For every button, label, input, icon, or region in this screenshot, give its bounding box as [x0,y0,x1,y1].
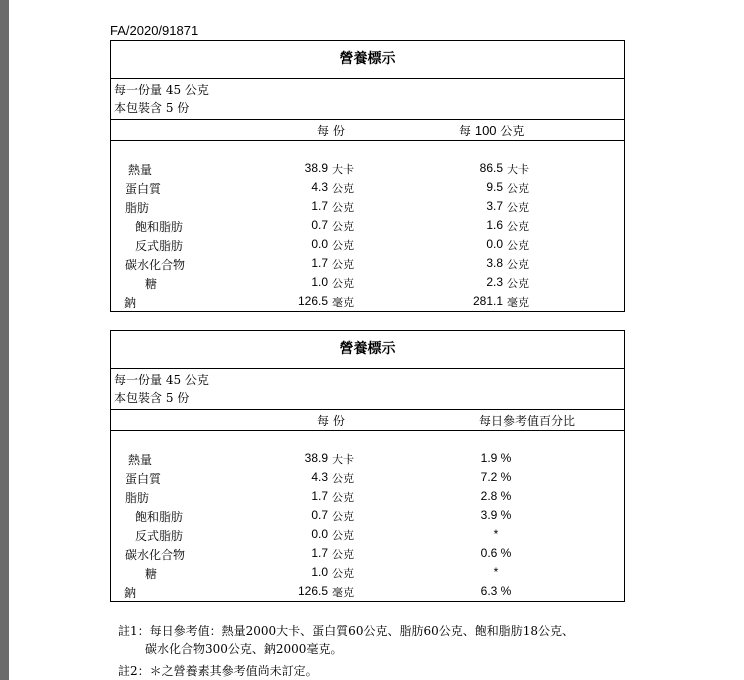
serving-size: 每一份量 45 公克 [114,373,209,387]
per-serving-unit: 公克 [332,182,354,195]
nutrient-row [111,546,624,565]
per-100g-value: 2.3 [486,275,503,289]
per-serving-unit: 毫克 [332,296,354,309]
per-serving-value: 0.0 [311,237,328,251]
per-serving-unit: 公克 [332,472,354,485]
nutrition-panel-daily-value [110,330,625,602]
nutrient-name: 碳水化合物 [125,258,186,272]
nutrient-name: 熱量 [128,453,153,467]
daily-value-header: 每日參考值百分比 [479,414,576,428]
servings-per-pack: 本包裝含 5 份 [114,101,190,115]
per-serving-unit: 公克 [332,567,354,580]
nutrient-name: 反式脂肪 [135,239,184,253]
per-serving-unit: 公克 [332,529,354,542]
per-100g-unit: 公克 [507,201,529,214]
serving-info [111,369,624,410]
nutrient-row [111,180,624,199]
daily-value-percent: 6.3 % [480,584,512,598]
per-100g-value: 281.1 [472,294,503,308]
footnotes [118,622,638,680]
nutrient-name: 碳水化合物 [125,548,186,562]
daily-value-percent: 1.9 % [480,451,512,465]
note-1-line-2: 碳水化合物300公克、鈉2000毫克。 [145,642,343,656]
nutrient-name: 飽和脂肪 [135,510,184,524]
panel-title: 營養標示 [111,41,624,79]
serving-size: 每一份量 45 公克 [114,83,209,97]
per-100g-prefix: 每 [459,124,472,138]
note-1-label: 註1： [118,624,150,638]
per-100g-value: 86.5 [479,161,503,175]
nutrition-panel-per-100g [110,40,625,312]
nutrient-row [111,451,624,470]
per-serving-value: 1.0 [311,565,328,579]
per-serving-value: 0.7 [311,508,328,522]
daily-value-percent: 7.2 % [480,470,512,484]
per-100g-unit: 公克 [507,220,529,233]
nutrient-name: 鈉 [124,296,137,310]
nutrient-row [111,584,624,603]
per-serving-value: 126.5 [297,294,328,308]
per-serving-value: 126.5 [297,584,328,598]
per-serving-unit: 公克 [332,277,354,290]
per-serving-value: 1.7 [311,256,328,270]
per-serving-value: 1.7 [311,546,328,560]
per-serving-unit: 公克 [332,239,354,252]
note-2-text: ＊之營養素其參考值尚未訂定。 [149,664,318,678]
nutrient-table [111,141,624,319]
nutrient-name: 鈉 [124,586,137,600]
daily-value-percent: * [493,527,499,541]
per-100g-value: 3.8 [486,256,503,270]
nutrient-row [111,218,624,237]
nutrient-name: 糖 [145,277,158,291]
per-serving-unit: 大卡 [332,453,354,466]
per-serving-value: 1.0 [311,275,328,289]
per-100g-unit: 公克 [507,182,529,195]
column-header-row [111,120,624,141]
per-serving-unit: 公克 [332,548,354,561]
daily-value-percent: * [493,565,499,579]
nutrient-name: 飽和脂肪 [135,220,184,234]
nutrient-name: 脂肪 [125,491,150,505]
nutrient-row [111,489,624,508]
per-100g-unit: 公克 [507,239,529,252]
note-2-label: 註2： [118,664,150,678]
nutrient-name: 蛋白質 [125,182,162,196]
per-serving-unit: 公克 [332,201,354,214]
per-serving-value: 38.9 [304,451,328,465]
nutrient-row [111,275,624,294]
per-serving-header: 每 份 [317,414,345,428]
nutrient-table [111,431,624,609]
nutrient-row [111,527,624,546]
per-serving-value: 0.0 [311,527,328,541]
note-1-line-1: 每日參考值：熱量2000大卡、蛋白質60公克、脂肪60公克、飽和脂肪18公克、 [149,624,574,638]
per-100g-unit: 公克 [507,277,529,290]
per-serving-value: 1.7 [311,199,328,213]
nutrient-name: 熱量 [128,163,153,177]
nutrient-row [111,256,624,275]
per-serving-unit: 公克 [332,491,354,504]
nutrient-row [111,161,624,180]
note-1 [118,622,638,640]
per-100g-value: 0.0 [486,237,503,251]
daily-value-percent: 0.6 % [480,546,512,560]
per-100g-unit: 公克 [500,124,525,138]
nutrient-row [111,199,624,218]
per-100g-unit: 毫克 [507,296,529,309]
per-100g-unit: 大卡 [507,163,529,176]
per-serving-unit: 公克 [332,510,354,523]
servings-per-pack: 本包裝含 5 份 [114,391,190,405]
per-100g-unit: 公克 [507,258,529,271]
note-2 [118,662,638,680]
per-serving-unit: 大卡 [332,163,354,176]
per-100g-value: 3.7 [486,199,503,213]
nutrient-row [111,565,624,584]
note-1-continued [118,640,638,658]
per-serving-unit: 公克 [332,258,354,271]
daily-value-percent: 2.8 % [480,489,512,503]
per-serving-unit: 毫克 [332,586,354,599]
nutrient-row [111,508,624,527]
daily-value-percent: 3.9 % [480,508,512,522]
per-serving-value: 38.9 [304,161,328,175]
nutrient-name: 糖 [145,567,158,581]
column-header-row [111,410,624,431]
window-left-border [0,0,9,680]
nutrient-name: 蛋白質 [125,472,162,486]
per-serving-value: 0.7 [311,218,328,232]
nutrient-name: 脂肪 [125,201,150,215]
per-100g-header [459,122,524,139]
document-id: FA/2020/91871 [110,23,199,38]
nutrient-row [111,294,624,313]
per-serving-value: 4.3 [311,470,328,484]
panel-title: 營養標示 [111,331,624,369]
nutrient-name: 反式脂肪 [135,529,184,543]
per-serving-header: 每 份 [317,124,345,138]
per-100g-value: 1.6 [486,218,503,232]
nutrient-row [111,470,624,489]
per-serving-value: 4.3 [311,180,328,194]
per-serving-unit: 公克 [332,220,354,233]
nutrient-row [111,237,624,256]
per-serving-value: 1.7 [311,489,328,503]
per-100g-number: 100 [474,123,497,138]
serving-info [111,79,624,120]
per-100g-value: 9.5 [486,180,503,194]
